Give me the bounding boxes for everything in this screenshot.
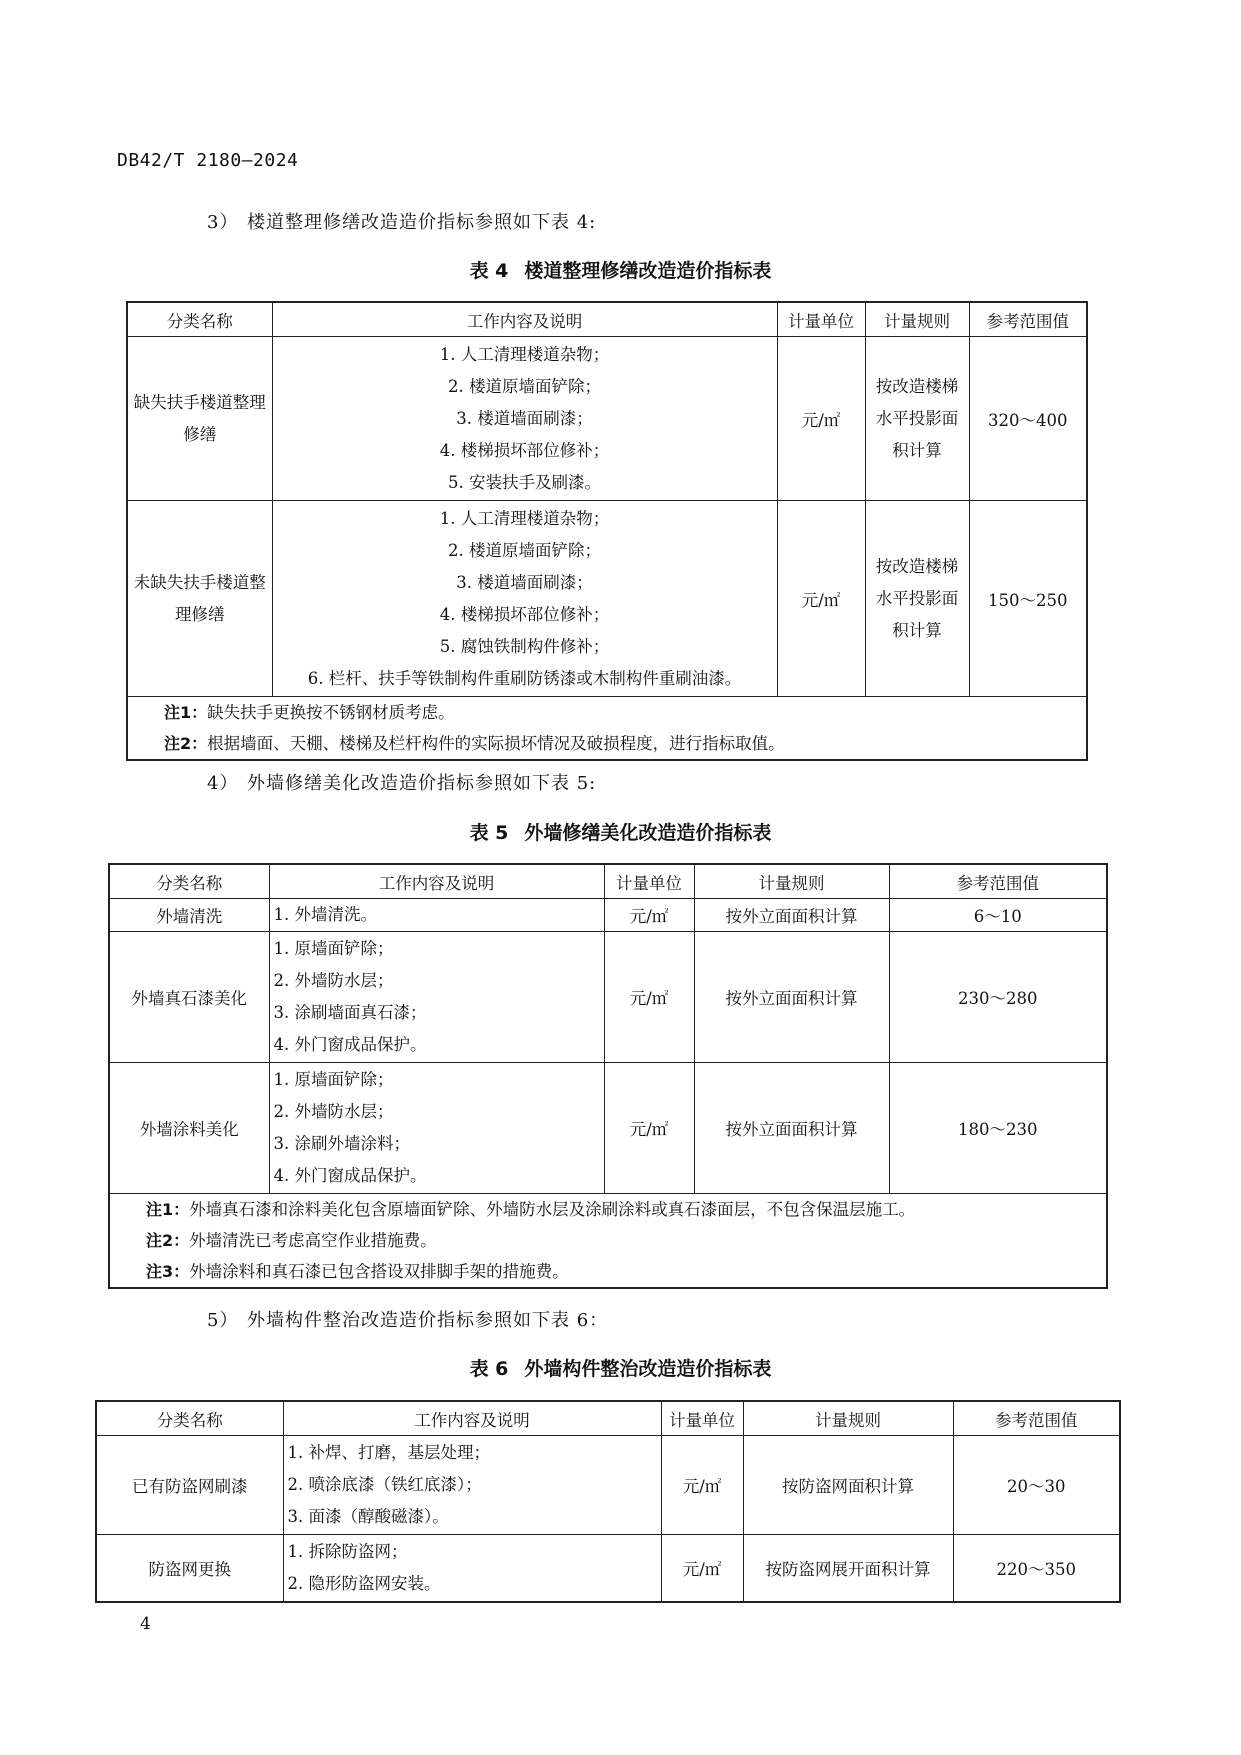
- range-cell: 320～400: [969, 337, 1087, 501]
- note-label: 注2：: [164, 734, 208, 753]
- range-cell: 230～280: [889, 932, 1107, 1063]
- rule-cell: 按外立面面积计算: [694, 899, 889, 932]
- table-header-row: [127, 302, 1087, 337]
- content-item: 2. 外墙防水层；: [273, 1102, 394, 1121]
- unit-cell: 元/㎡: [604, 932, 694, 1063]
- header-cell: 分类名称: [109, 864, 269, 899]
- section-number: 5）: [207, 1310, 239, 1331]
- content-item: 4. 外门窗成品保护。: [273, 1166, 427, 1185]
- content-item: 1. 人工清理楼道杂物；: [439, 344, 610, 364]
- content-item: 3. 面漆（醇酸磁漆）。: [287, 1507, 449, 1526]
- content-cell: [269, 1063, 604, 1194]
- content-cell: [269, 932, 604, 1063]
- table6: [95, 1400, 1121, 1603]
- content-cell: [272, 501, 777, 697]
- rule-cell: 按防盗网展开面积计算: [743, 1535, 953, 1602]
- content-item: 2. 隐形防盗网安装。: [287, 1573, 441, 1593]
- table-row: [109, 932, 1107, 1063]
- category-cell: 外墙涂料美化: [109, 1063, 269, 1194]
- page-number: 4: [140, 1614, 151, 1634]
- note: [146, 1256, 1102, 1287]
- note-text: 外墙真石漆和涂料美化包含原墙面铲除、外墙防水层及涂刷涂料或真石漆面层，不包含保温层施工。: [189, 1200, 916, 1219]
- content-item: 1. 原墙面铲除；: [273, 939, 394, 958]
- content-item: 1. 外墙清洗。: [273, 905, 377, 924]
- content-item: 3. 楼道墙面刷漆；: [456, 572, 593, 592]
- content-item: 4. 楼梯损坏部位修补；: [439, 604, 610, 624]
- table5-caption: [0, 818, 1241, 845]
- table-title: 外墙构件整治改造造价指标表: [524, 1358, 772, 1380]
- content-item: 1. 原墙面铲除；: [273, 1070, 394, 1089]
- note: [164, 728, 1082, 759]
- header-cell: 工作内容及说明: [283, 1401, 661, 1436]
- table-number: 表 6: [469, 1358, 509, 1380]
- header-cell: 参考范围值: [969, 302, 1087, 337]
- table6-caption: [0, 1354, 1241, 1381]
- section-5-intro: [207, 1306, 608, 1332]
- section-3-intro: [207, 208, 596, 234]
- header-cell: 计量规则: [694, 864, 889, 899]
- range-cell: 180～230: [889, 1063, 1107, 1194]
- content-item: 3. 涂刷外墙涂料；: [273, 1134, 410, 1153]
- content-cell: [283, 1535, 661, 1602]
- note: [164, 697, 1082, 728]
- header-cell: 计量规则: [865, 302, 969, 337]
- category-cell: 外墙真石漆美化: [109, 932, 269, 1063]
- unit-cell: 元/㎡: [777, 337, 865, 501]
- note-label: 注3：: [146, 1262, 190, 1281]
- note-text: 外墙清洗已考虑高空作业措施费。: [189, 1231, 437, 1250]
- header-cell: 工作内容及说明: [269, 864, 604, 899]
- content-item: 1. 人工清理楼道杂物；: [439, 508, 610, 528]
- table4-caption: [0, 256, 1241, 283]
- table-row: [109, 1063, 1107, 1194]
- content-cell: [272, 337, 777, 501]
- document-code: DB42/T 2180—2024: [117, 150, 299, 171]
- content-cell: [269, 899, 604, 932]
- table-row: [96, 1436, 1120, 1535]
- table-title: 楼道整理修缮改造造价指标表: [524, 260, 772, 282]
- content-item: 2. 喷涂底漆（铁红底漆）；: [287, 1475, 482, 1494]
- header-cell: 参考范围值: [889, 864, 1107, 899]
- notes-row: [109, 1194, 1107, 1289]
- note-label: 注1：: [164, 703, 208, 722]
- content-item: 3. 楼道墙面刷漆；: [456, 408, 593, 428]
- content-item: 2. 楼道原墙面铲除；: [448, 540, 601, 560]
- table-number: 表 5: [469, 822, 509, 844]
- section-number: 3）: [207, 212, 239, 233]
- note-text: 缺失扶手更换按不锈钢材质考虑。: [207, 703, 455, 722]
- table-row: [109, 899, 1107, 932]
- header-cell: 分类名称: [96, 1401, 283, 1436]
- rule-cell: 按防盗网面积计算: [743, 1436, 953, 1535]
- table-header-row: [96, 1401, 1120, 1436]
- header-cell: 工作内容及说明: [272, 302, 777, 337]
- rule-cell: 按外立面面积计算: [694, 932, 889, 1063]
- content-item: 4. 楼梯损坏部位修补；: [439, 440, 610, 460]
- table-number: 表 4: [469, 260, 509, 282]
- content-item: 5. 腐蚀铁制构件修补；: [439, 636, 610, 656]
- header-cell: 计量单位: [604, 864, 694, 899]
- notes-cell: [127, 697, 1087, 761]
- table5: [108, 863, 1108, 1289]
- category-cell: 外墙清洗: [109, 899, 269, 932]
- unit-cell: 元/㎡: [604, 1063, 694, 1194]
- category-cell: 已有防盗网刷漆: [96, 1436, 283, 1535]
- table4: [126, 301, 1088, 761]
- unit-cell: 元/㎡: [661, 1535, 743, 1602]
- table-title: 外墙修缮美化改造造价指标表: [524, 822, 772, 844]
- header-cell: 分类名称: [127, 302, 272, 337]
- table-row: [127, 337, 1087, 501]
- notes-cell: [109, 1194, 1107, 1289]
- content-item: 2. 外墙防水层；: [273, 971, 394, 990]
- section-number: 4）: [207, 773, 239, 794]
- content-cell: [283, 1436, 661, 1535]
- section-text: 楼道整理修缮改造造价指标参照如下表 4:: [247, 212, 597, 233]
- section-text: 外墙修缮美化改造造价指标参照如下表 5:: [247, 773, 597, 794]
- category-cell: 缺失扶手楼道整理修缮: [127, 337, 272, 501]
- table-row: [127, 501, 1087, 697]
- unit-cell: 元/㎡: [661, 1436, 743, 1535]
- section-4-intro: [207, 769, 596, 795]
- rule-cell: 按改造楼梯水平投影面积计算: [865, 337, 969, 501]
- content-item: 1. 补焊、打磨，基层处理；: [287, 1443, 490, 1462]
- content-item: 6. 栏杆、扶手等铁制构件重刷防锈漆或木制构件重刷油漆。: [307, 668, 742, 688]
- note-label: 注2：: [146, 1231, 190, 1250]
- range-cell: 6～10: [889, 899, 1107, 932]
- category-cell: 未缺失扶手楼道整理修缮: [127, 501, 272, 697]
- rule-cell: 按外立面面积计算: [694, 1063, 889, 1194]
- section-text: 外墙构件整治改造造价指标参照如下表 6：: [247, 1310, 609, 1331]
- header-cell: 计量单位: [777, 302, 865, 337]
- content-item: 3. 涂刷墙面真石漆；: [273, 1003, 427, 1022]
- notes-row: [127, 697, 1087, 761]
- range-cell: 150～250: [969, 501, 1087, 697]
- header-cell: 计量单位: [661, 1401, 743, 1436]
- note: [146, 1194, 1102, 1225]
- note: [146, 1225, 1102, 1256]
- content-item: 4. 外门窗成品保护。: [273, 1035, 427, 1054]
- header-cell: 参考范围值: [953, 1401, 1120, 1436]
- unit-cell: 元/㎡: [777, 501, 865, 697]
- table-header-row: [109, 864, 1107, 899]
- table-row: [96, 1535, 1120, 1602]
- range-cell: 220～350: [953, 1535, 1120, 1602]
- header-cell: 计量规则: [743, 1401, 953, 1436]
- note-text: 根据墙面、天棚、楼梯及栏杆构件的实际损坏情况及破损程度，进行指标取值。: [207, 734, 785, 753]
- rule-cell: 按改造楼梯水平投影面积计算: [865, 501, 969, 697]
- content-item: 1. 拆除防盗网；: [287, 1541, 408, 1561]
- note-label: 注1：: [146, 1200, 190, 1219]
- content-item: 5. 安装扶手及刷漆。: [448, 472, 601, 492]
- range-cell: 20～30: [953, 1436, 1120, 1535]
- content-item: 2. 楼道原墙面铲除；: [448, 376, 601, 396]
- note-text: 外墙涂料和真石漆已包含搭设双排脚手架的措施费。: [189, 1262, 569, 1281]
- unit-cell: 元/㎡: [604, 899, 694, 932]
- category-cell: 防盗网更换: [96, 1535, 283, 1602]
